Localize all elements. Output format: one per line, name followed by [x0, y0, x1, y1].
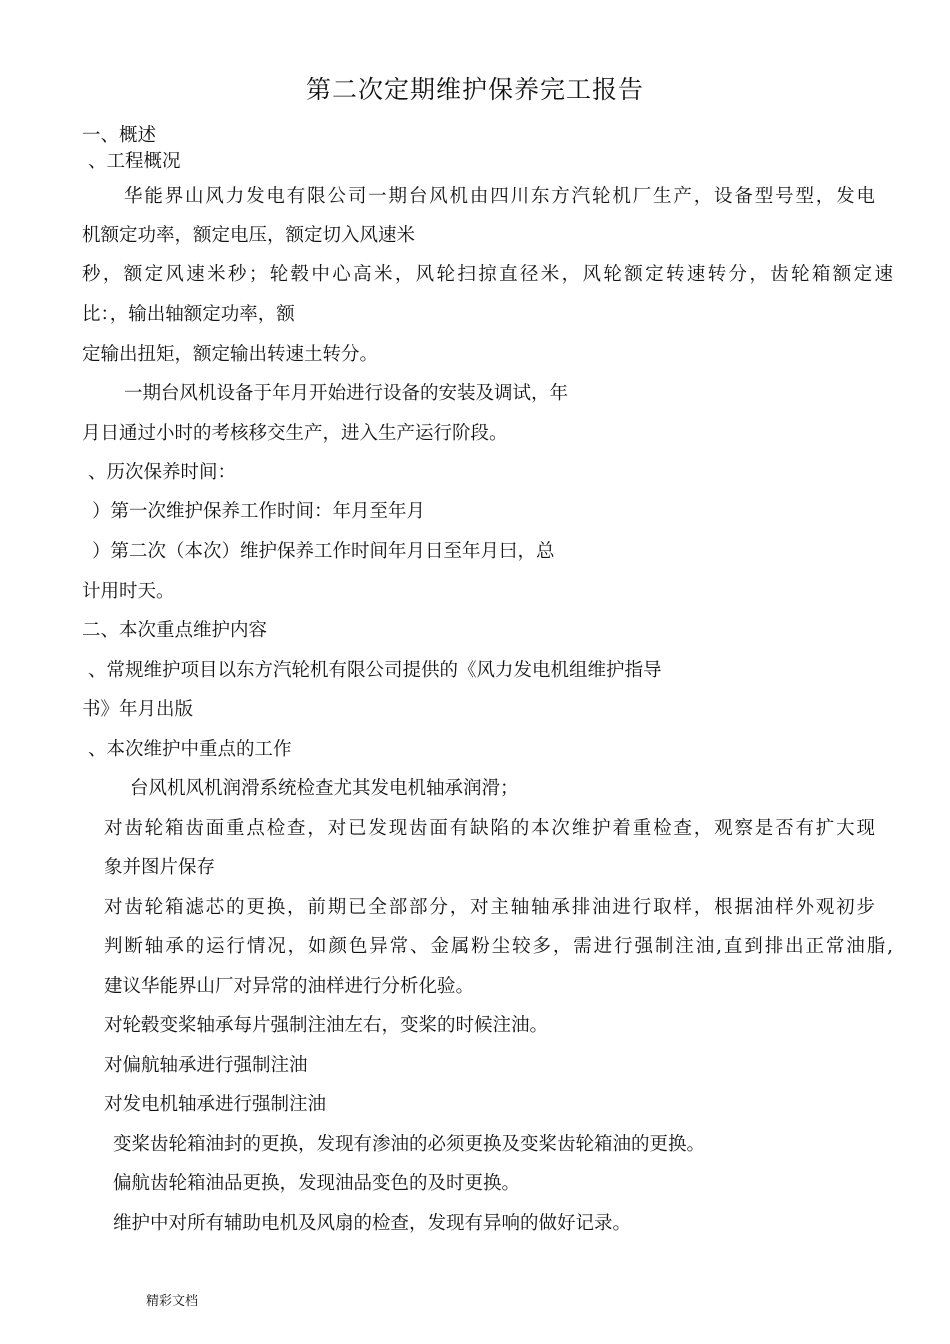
- paragraph-line: 建议华能界山厂对异常的油样进行分析化验。: [104, 976, 475, 997]
- report-title: 第二次定期维护保养完工报告: [305, 75, 644, 104]
- list-item: 对齿轮箱齿面重点检查，对已发现齿面有缺陷的本次维护着重检查，观察是否有扩大现: [104, 818, 875, 839]
- list-item: 台风机风机润滑系统检查尤其发电机轴承润滑；: [130, 778, 519, 799]
- subheading-project-overview: 、工程概况: [88, 151, 181, 172]
- list-item: 变桨齿轮箱油封的更换，发现有渗油的必须更换及变桨齿轮箱油的更换。: [113, 1134, 706, 1155]
- paragraph-line: 秒，额定风速米秒；轮毂中心高米，风轮扫掠直径米，风轮额定转速转分，齿轮箱额定速: [82, 264, 893, 285]
- subheading-key-work: 、本次维护中重点的工作: [88, 739, 292, 760]
- paragraph-line: 比：，输出轴额定功率，额: [82, 304, 295, 325]
- paragraph-line: 象并图片保存: [104, 857, 216, 878]
- list-item: 偏航齿轮箱油品更换，发现油品变色的及时更换。: [113, 1173, 521, 1194]
- list-item: 对偏航轴承进行强制注油: [104, 1055, 308, 1076]
- list-item: 维护中对所有辅助电机及风扇的检查，发现有异响的做好记录。: [113, 1213, 632, 1234]
- paragraph-line: 、常规维护项目以东方汽轮机有限公司提供的《风力发电机组维护指导: [88, 660, 662, 681]
- list-item: 对齿轮箱滤芯的更换，前期已全部部分，对主轴轴承排油进行取样，根据油样外观初步: [104, 897, 875, 918]
- section-heading-overview: 一、概述: [82, 125, 157, 146]
- paragraph-line: 判断轴承的运行情况，如颜色异常、金属粉尘较多，需进行强制注油,直到排出正常油脂,: [104, 936, 893, 957]
- paragraph-line: 定输出扭矩，额定输出转速土转分。: [82, 344, 379, 365]
- paragraph-line: 机额定功率，额定电压，额定切入风速米: [82, 225, 416, 246]
- list-item: 对发电机轴承进行强制注油: [104, 1094, 327, 1115]
- paragraph-line: 一期台风机设备于年月开始进行设备的安装及调试，年: [124, 383, 569, 404]
- subheading-maintenance-history: 、历次保养时间：: [88, 462, 237, 483]
- page-footer: 精彩文档: [146, 1294, 199, 1309]
- section-heading-key-maintenance: 二、本次重点维护内容: [82, 620, 268, 641]
- paragraph-line: 计用时天。: [82, 581, 175, 602]
- paragraph-line: 书》年月出版: [82, 699, 194, 720]
- paragraph-line: 华能界山风力发电有限公司一期台风机由四川东方汽轮机厂生产，设备型号型，发电: [124, 186, 875, 207]
- list-item: ）第一次维护保养工作时间：年月至年月: [92, 501, 426, 522]
- list-item: 对轮毂变桨轴承每片强制注油左右，变桨的时候注油。: [104, 1015, 549, 1036]
- list-item: ）第二次（本次）维护保养工作时间年月日至年月曰，总: [92, 541, 555, 562]
- paragraph-line: 月日通过小时的考核移交生产，进入生产运行阶段。: [82, 423, 508, 444]
